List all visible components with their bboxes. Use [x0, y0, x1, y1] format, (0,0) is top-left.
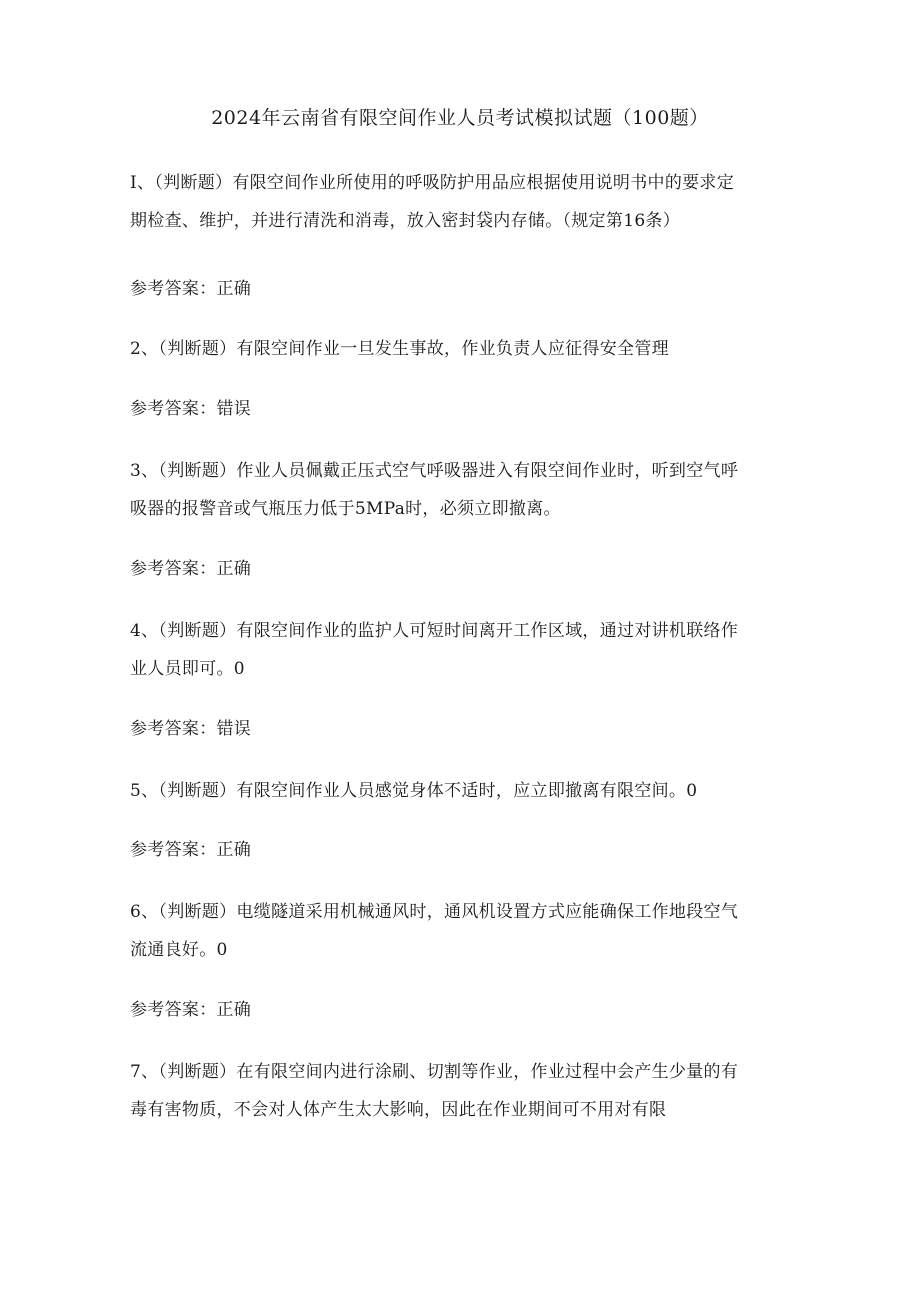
answer-4: 参考答案：错误 — [130, 719, 252, 739]
question-4-line-1: 4、（判断题）有限空间作业的监护人可短时间离开工作区域，通过对讲机联络作 — [130, 621, 739, 641]
question-1-line-2: 期检查、维护，并进行清洗和消毒，放入密封袋内存储。（规定第16条） — [130, 211, 681, 231]
question-1-line-1: I、（判断题）有限空间作业所使用的呼吸防护用品应根据使用说明书中的要求定 — [130, 173, 735, 193]
answer-5: 参考答案：正确 — [130, 840, 252, 860]
question-2-line-1: 2、（判断题）有限空间作业一旦发生事故，作业负责人应征得安全管理 — [130, 339, 669, 359]
question-4-line-2: 业人员即可。0 — [130, 659, 245, 679]
question-2 — [130, 330, 810, 368]
question-3-line-2: 吸器的报警音或气瓶压力低于5MPa时，必须立即撤离。 — [130, 499, 561, 519]
question-6-line-1: 6、（判断题）电缆隧道采用机械通风时，通风机设置方式应能确保工作地段空气 — [130, 902, 739, 922]
answer-1: 参考答案：正确 — [130, 279, 252, 299]
answer-2: 参考答案：错误 — [130, 399, 252, 419]
page-title: 2024年云南省有限空间作业人员考试模拟试题（100题） — [211, 107, 709, 129]
question-4 — [130, 612, 810, 688]
question-6-line-2: 流通良好。0 — [130, 940, 228, 960]
question-7-line-1: 7、（判断题）在有限空间内进行涂刷、切割等作业，作业过程中会产生少量的有 — [130, 1062, 739, 1082]
question-5 — [130, 772, 810, 810]
question-6 — [130, 893, 810, 969]
question-1 — [130, 164, 810, 240]
question-7 — [130, 1053, 810, 1129]
question-7-line-2: 毒有害物质，不会对人体产生太大影响，因此在作业期间可不用对有限 — [130, 1100, 667, 1120]
question-5-line-1: 5、（判断题）有限空间作业人员感觉身体不适时，应立即撤离有限空间。0 — [130, 781, 698, 801]
question-3-line-1: 3、（判断题）作业人员佩戴正压式空气呼吸器进入有限空间作业时，听到空气呼 — [130, 461, 739, 481]
answer-6: 参考答案：正确 — [130, 1000, 252, 1020]
answer-3: 参考答案：正确 — [130, 559, 252, 579]
question-3 — [130, 452, 810, 528]
